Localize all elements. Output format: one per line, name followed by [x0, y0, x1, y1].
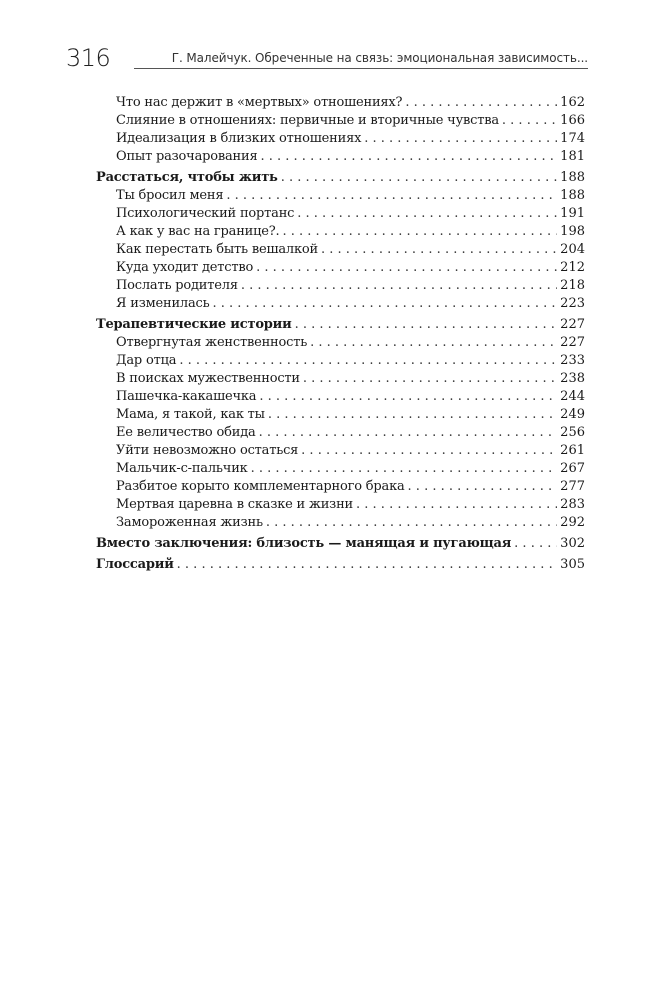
toc-entry-title: Слияние в отношениях: первичные и вторичные чувства: [116, 113, 499, 128]
toc-entry-page: 174: [560, 131, 585, 146]
toc-entry-page: 261: [560, 443, 585, 458]
toc-entry: [96, 388, 585, 406]
toc-entry-title: Психологический портанс: [116, 206, 295, 221]
toc-entry-page: 267: [560, 461, 585, 476]
toc-entry-title: Опыт разочарования: [116, 149, 258, 164]
toc-entry: [96, 241, 585, 259]
dot-leader: [251, 460, 558, 478]
toc-entry-page: 227: [560, 317, 585, 332]
toc-entry: [96, 496, 585, 514]
dot-leader: [303, 370, 557, 388]
toc-entry-title: Мальчик-с-пальчик: [116, 461, 248, 476]
toc-entry: [96, 352, 585, 370]
toc-entry-page: 166: [560, 113, 585, 128]
toc-entry-title: А как у вас на границе?.: [116, 224, 280, 239]
toc-entry-page: 198: [560, 224, 585, 239]
dot-leader: [259, 388, 557, 406]
toc-section: [96, 169, 585, 187]
toc-entry-title: Куда уходит детство: [116, 260, 254, 275]
toc-entry-page: 181: [560, 149, 585, 164]
dot-leader: [356, 496, 557, 514]
dot-leader: [256, 259, 557, 277]
toc-entry: [96, 424, 585, 442]
dot-leader: [321, 241, 557, 259]
dot-leader: [281, 169, 557, 187]
dot-leader: [241, 277, 557, 295]
toc-section: [96, 556, 585, 574]
toc-entry-page: 249: [560, 407, 585, 422]
dot-leader: [514, 535, 557, 553]
running-head: Г. Малейчук. Обреченные на связь: эмоциональная зависимость...: [171, 51, 588, 65]
toc-entry-title: Вместо заключения: близость — манящая и пугающая: [96, 536, 512, 551]
toc-entry-title: Что нас держит в «мертвых» отношениях?: [116, 95, 403, 110]
toc-section: [96, 535, 585, 553]
toc-entry-page: 302: [560, 536, 585, 551]
toc-entry-title: Пашечка-какашечка: [116, 389, 257, 404]
toc-entry: [96, 295, 585, 313]
toc-entry-title: Ты бросил меня: [116, 188, 224, 203]
toc-entry-page: 223: [560, 296, 585, 311]
header-rule: [134, 68, 588, 69]
toc-entry: [96, 370, 585, 388]
toc-entry-page: 204: [560, 242, 585, 257]
toc-entry-title: Мама, я такой, как ты: [116, 407, 265, 422]
toc-entry: [96, 334, 585, 352]
dot-leader: [297, 205, 557, 223]
toc-entry-title: Глоссарий: [96, 557, 174, 572]
toc-entry-title: Мертвая царевна в сказке и жизни: [116, 497, 354, 512]
toc-entry: [96, 148, 585, 166]
toc-entry-title: Отвергнутая женственность: [116, 335, 308, 350]
toc-entry-title: В поисках мужественности: [116, 371, 300, 386]
table-of-contents: [96, 94, 585, 574]
dot-leader: [268, 406, 557, 424]
dot-leader: [260, 148, 557, 166]
dot-leader: [502, 112, 557, 130]
toc-entry-title: Разбитое корыто комплементарного брака: [116, 479, 405, 494]
toc-entry: [96, 478, 585, 496]
dot-leader: [283, 223, 558, 241]
toc-entry-page: 233: [560, 353, 585, 368]
toc-entry: [96, 460, 585, 478]
dot-leader: [226, 187, 557, 205]
toc-entry-title: Расстаться, чтобы жить: [96, 170, 278, 185]
toc-entry: [96, 277, 585, 295]
toc-entry-title: Послать родителя: [116, 278, 238, 293]
toc-entry: [96, 112, 585, 130]
toc-entry-page: 244: [560, 389, 585, 404]
dot-leader: [364, 130, 557, 148]
toc-entry: [96, 259, 585, 277]
toc-entry-title: Дар отца: [116, 353, 177, 368]
toc-entry: [96, 94, 585, 112]
toc-entry-page: 188: [560, 188, 585, 203]
toc-entry-page: 292: [560, 515, 585, 530]
page-header: [66, 44, 588, 74]
dot-leader: [310, 334, 557, 352]
toc-entry-title: Терапевтические истории: [96, 317, 292, 332]
dot-leader: [295, 316, 558, 334]
toc-entry-title: Уйти невозможно остаться: [116, 443, 299, 458]
dot-leader: [408, 478, 558, 496]
dot-leader: [179, 352, 557, 370]
toc-entry: [96, 205, 585, 223]
toc-entry-page: 283: [560, 497, 585, 512]
toc-entry-title: Ее величество обида: [116, 425, 256, 440]
toc-entry-page: 305: [560, 557, 585, 572]
toc-entry-page: 227: [560, 335, 585, 350]
toc-entry-page: 191: [560, 206, 585, 221]
toc-entry: [96, 130, 585, 148]
toc-entry-page: 188: [560, 170, 585, 185]
toc-entry-title: Я изменилась: [116, 296, 210, 311]
dot-leader: [177, 556, 558, 574]
page-number: 316: [66, 44, 111, 72]
toc-entry: [96, 406, 585, 424]
toc-entry: [96, 223, 585, 241]
toc-entry: [96, 187, 585, 205]
dot-leader: [266, 514, 557, 532]
toc-entry-page: 256: [560, 425, 585, 440]
dot-leader: [301, 442, 557, 460]
toc-entry: [96, 514, 585, 532]
dot-leader: [259, 424, 558, 442]
toc-section: [96, 316, 585, 334]
toc-entry-page: 218: [560, 278, 585, 293]
toc-entry-page: 212: [560, 260, 585, 275]
toc-entry-title: Как перестать быть вешалкой: [116, 242, 318, 257]
toc-entry-page: 277: [560, 479, 585, 494]
toc-entry-page: 238: [560, 371, 585, 386]
toc-entry-page: 162: [560, 95, 585, 110]
toc-entry-title: Замороженная жизнь: [116, 515, 263, 530]
dot-leader: [405, 94, 557, 112]
toc-entry-title: Идеализация в близких отношениях: [116, 131, 362, 146]
dot-leader: [213, 295, 558, 313]
toc-entry: [96, 442, 585, 460]
